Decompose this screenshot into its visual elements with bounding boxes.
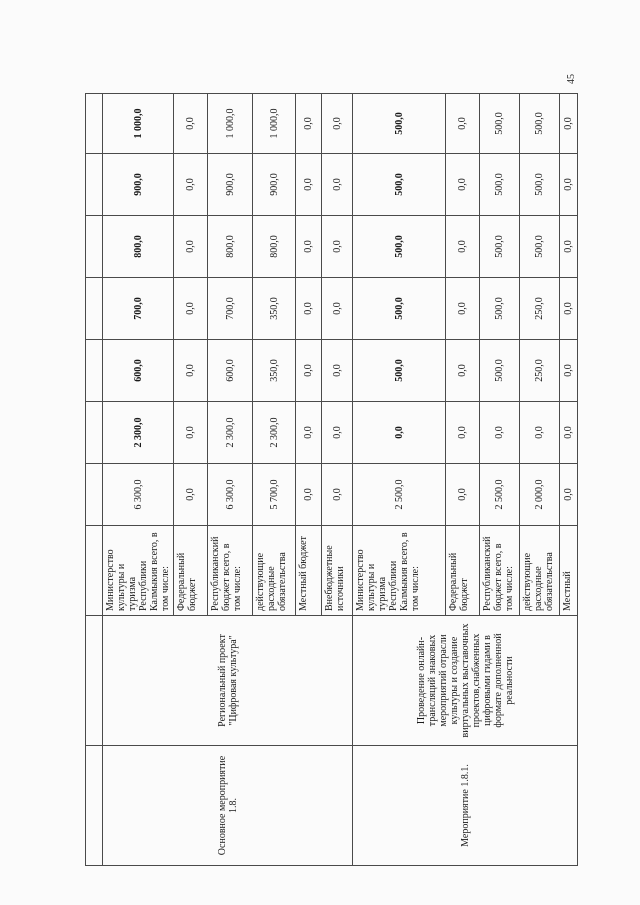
value-cell: 250,0 [520, 278, 560, 340]
value-cell: 500,0 [480, 94, 520, 154]
value-cell: 0,0 [296, 94, 322, 154]
value-cell: 0,0 [560, 340, 578, 402]
value-cell: 0,0 [446, 216, 480, 278]
block2-total-cell: 500,0 [353, 154, 446, 216]
block1-executor: Министерство культуры и туризма Республики Калмыкия всего, в том числе: [103, 526, 174, 616]
row-label: Местный [560, 526, 578, 616]
value-cell: 0,0 [174, 154, 208, 216]
value-cell: 0,0 [560, 464, 578, 526]
page-number: 45 [566, 74, 577, 84]
block2-total-cell: 500,0 [353, 278, 446, 340]
value-cell: 5 700,0 [253, 464, 296, 526]
block1-total-cell: 700,0 [103, 278, 174, 340]
block2-name: Проведение онлайн-трансляций знаковых мероприятий отрасли культуры и создание виртуальных выставочных проектов,снабженных цифровыми гидами в формате дополненной реальности [353, 616, 578, 746]
block1-code: Основное мероприятие 1.8. [103, 746, 353, 866]
value-cell: 0,0 [560, 216, 578, 278]
value-cell: 0,0 [322, 278, 353, 340]
value-cell: 500,0 [480, 154, 520, 216]
value-cell: 6 300,0 [208, 464, 253, 526]
top-spacer-row [86, 94, 103, 866]
value-cell: 900,0 [208, 154, 253, 216]
value-cell: 500,0 [480, 216, 520, 278]
budget-table [85, 93, 578, 866]
value-cell: 900,0 [253, 154, 296, 216]
value-cell: 0,0 [296, 154, 322, 216]
value-cell: 2 300,0 [208, 402, 253, 464]
value-cell: 700,0 [208, 278, 253, 340]
block2-total-cell: 500,0 [353, 216, 446, 278]
value-cell: 0,0 [322, 216, 353, 278]
value-cell: 2 300,0 [253, 402, 296, 464]
value-cell: 0,0 [174, 216, 208, 278]
row-label: Внебюджетные источники [322, 526, 353, 616]
value-cell: 0,0 [174, 278, 208, 340]
value-cell: 0,0 [560, 278, 578, 340]
value-cell: 0,0 [296, 216, 322, 278]
row-label: действующие расходные обязательства [253, 526, 296, 616]
value-cell: 500,0 [520, 216, 560, 278]
row-label: Федеральный бюджет [174, 526, 208, 616]
value-cell: 2 000,0 [520, 464, 560, 526]
value-cell: 500,0 [520, 154, 560, 216]
value-cell: 0,0 [520, 402, 560, 464]
value-cell: 0,0 [174, 402, 208, 464]
value-cell: 800,0 [208, 216, 253, 278]
value-cell: 500,0 [480, 278, 520, 340]
value-cell: 0,0 [446, 464, 480, 526]
row-label: Федеральный бюджет [446, 526, 480, 616]
value-cell: 1 000,0 [208, 94, 253, 154]
block1-total-cell: 2 300,0 [103, 402, 174, 464]
block1-total-cell: 6 300,0 [103, 464, 174, 526]
row-label: действующие расходные обязательства [520, 526, 560, 616]
value-cell: 0,0 [322, 154, 353, 216]
value-cell: 0,0 [560, 402, 578, 464]
block2-total-cell: 500,0 [353, 340, 446, 402]
value-cell: 2 500,0 [480, 464, 520, 526]
value-cell: 0,0 [174, 340, 208, 402]
value-cell: 0,0 [174, 464, 208, 526]
value-cell: 350,0 [253, 278, 296, 340]
block2-total-row [353, 94, 446, 866]
value-cell: 0,0 [446, 278, 480, 340]
block2-total-cell: 0,0 [353, 402, 446, 464]
block2-executor: Министерство культуры и туризма Республики Калмыкия всего, в том числе: [353, 526, 446, 616]
block1-total-row [103, 94, 174, 866]
value-cell: 0,0 [446, 402, 480, 464]
value-cell: 0,0 [322, 340, 353, 402]
value-cell: 500,0 [520, 94, 560, 154]
value-cell: 1 000,0 [253, 94, 296, 154]
block1-total-cell: 800,0 [103, 216, 174, 278]
value-cell: 600,0 [208, 340, 253, 402]
block2-total-cell: 500,0 [353, 94, 446, 154]
value-cell: 0,0 [174, 94, 208, 154]
row-label: Республиканский бюджет всего, в том числе: [208, 526, 253, 616]
value-cell: 0,0 [296, 340, 322, 402]
value-cell: 0,0 [560, 94, 578, 154]
value-cell: 250,0 [520, 340, 560, 402]
value-cell: 0,0 [296, 402, 322, 464]
value-cell: 0,0 [446, 340, 480, 402]
value-cell: 500,0 [480, 340, 520, 402]
row-label: Республиканский бюджет всего, в том числе: [480, 526, 520, 616]
value-cell: 0,0 [296, 464, 322, 526]
rotated-page [85, 94, 574, 866]
block1-total-cell: 900,0 [103, 154, 174, 216]
value-cell: 0,0 [446, 94, 480, 154]
value-cell: 0,0 [560, 154, 578, 216]
block2-total-cell: 2 500,0 [353, 464, 446, 526]
value-cell: 0,0 [322, 464, 353, 526]
row-label: Местный бюджет [296, 526, 322, 616]
value-cell: 0,0 [322, 94, 353, 154]
block1-name: Региональный проект "Цифровая культура" [103, 616, 353, 746]
block2-code: Мероприятие 1.8.1. [353, 746, 578, 866]
value-cell: 0,0 [296, 278, 322, 340]
value-cell: 350,0 [253, 340, 296, 402]
value-cell: 800,0 [253, 216, 296, 278]
block1-total-cell: 1 000,0 [103, 94, 174, 154]
value-cell: 0,0 [480, 402, 520, 464]
value-cell: 0,0 [446, 154, 480, 216]
value-cell: 0,0 [322, 402, 353, 464]
block1-total-cell: 600,0 [103, 340, 174, 402]
